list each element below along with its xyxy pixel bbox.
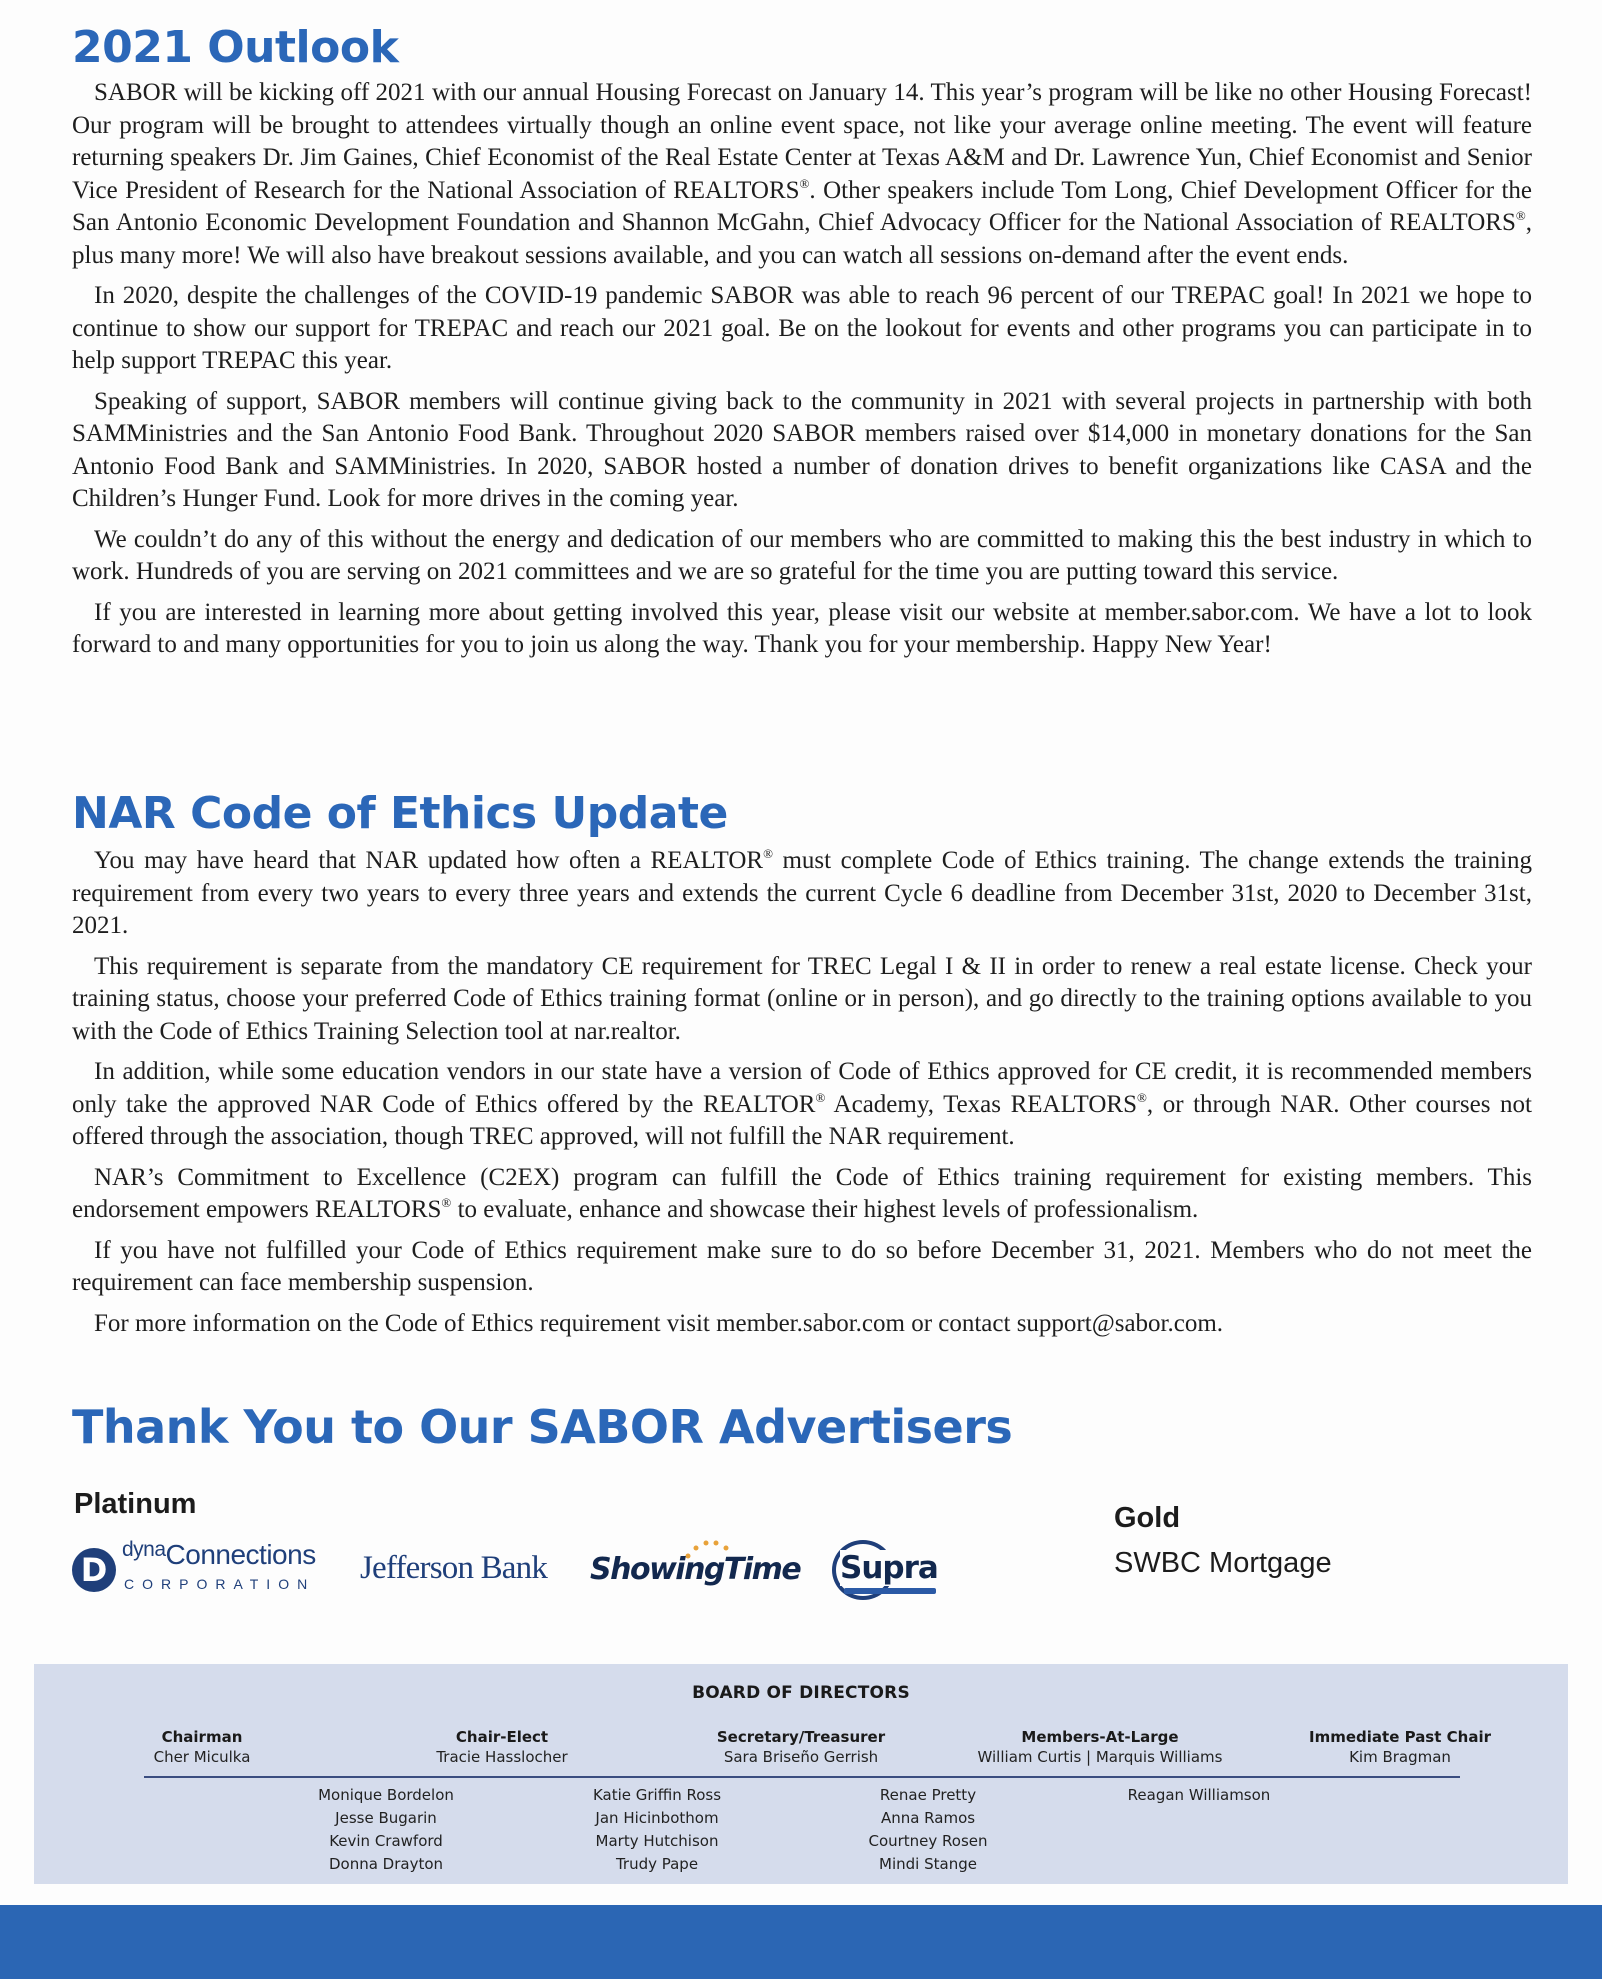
supra-wordmark: Supra [840,1550,938,1586]
officer-name: Tracie Hasslocher [436,1748,568,1766]
officer-secretary-treasurer [651,1727,951,1767]
board-divider [144,1776,1460,1778]
officer-role: Members-At-Large [1021,1728,1179,1746]
director-name: Jesse Bugarin [335,1809,437,1827]
dynaconnections-logo [72,1540,344,1600]
officer-role: Chairman [161,1728,243,1746]
jefferson-bank-logo: Jefferson Bank [360,1550,548,1586]
officer-name: Cher Miculka [153,1748,251,1766]
outlook-heading: 2021 Outlook [72,22,399,73]
officer-role: Secretary/Treasurer [716,1728,886,1746]
outlook-paragraph-1: SABOR will be kicking off 2021 with our annual Housing Forecast on January 14. This year’s program will be like no other Housing Forecast! Our program will be brought to attendees virtually though an online event space, not like your average online meeting. The event will feature returning speakers Dr. Jim Gaines, Chief Economist of the Real Estate Center at Texas A&M and Dr. Lawrence Yun, Chief Economist and Senior Vice President of Research for the National Association of REALTORS®. Other speakers include Tom Long, Chief Development Officer for the San Antonio Economic Development Foundation and Shannon McGahn, Chief Advocacy Officer for the National Association of REALTORS®, plus many more! We will also have breakout sessions available, and you can watch all sessions on-demand after the event ends. [72,79,1532,269]
ethics-paragraph-1: You may have heard that NAR updated how often a REALTOR® must complete Code of Ethics training. The change extends the training requirement from every two years to every three years and extends the current Cycle 6 deadline from December 31st, 2020 to December 31st, 2021. [72,846,1532,939]
officer-chair-elect [352,1727,652,1767]
director-name: Trudy Pape [615,1855,699,1873]
board-title: BOARD OF DIRECTORS [692,1683,910,1703]
outlook-body [72,77,1532,662]
ethics-heading: NAR Code of Ethics Update [72,788,728,839]
director-name: Anna Ramos [880,1809,976,1827]
gold-advertiser-name: SWBC Mortgage [1114,1547,1332,1579]
director-name: Jan Hicinbothom [595,1809,719,1827]
director-name: Monique Bordelon [318,1786,454,1804]
outlook-paragraph-3: Speaking of support, SABOR members will continue giving back to the community in 2021 with several projects in partnership with both SAMMinistries and the San Antonio Food Bank. Throughout 2020 SABOR members raised over $14,000 in monetary donations for the San Antonio Food Bank and SAMMinistries. In 2020, SABOR hosted a number of donation drives to benefit organizations like CASA and the Children’s Hunger Fund. Look for more drives in the coming year. [72,387,1532,512]
ethics-paragraph-3: In addition, while some education vendors in our state have a version of Code of Ethics approved for CE credit, it is recommended members only take the approved NAR Code of Ethics offered by the REALTOR® Academy, Texas REALTORS®, or through NAR. Other courses not offered through the association, though TREC approved, will not fulfill the NAR requirement. [72,1058,1532,1150]
ethics-paragraph-4: NAR’s Commitment to Excellence (C2EX) program can fulfill the Code of Ethics training requirement for existing members. This endorsement empowers REALTORS® to evaluate, enhance and showcase their highest levels of professionalism. [72,1163,1532,1223]
gold-label: Gold [1114,1502,1181,1534]
advertisers-heading: Thank You to Our SABOR Advertisers [72,1400,1013,1454]
director-name: Renae Pretty [879,1786,977,1804]
dyna-mark-letter: D [80,1551,108,1589]
officer-name: Sara Briseño Gerrish [723,1748,879,1766]
directors-column-4 [1069,1784,1329,1807]
directors-column-3 [798,1784,1058,1876]
officer-name: Kim Bragman [1349,1748,1451,1766]
showingtime-wordmark: ShowingTime [590,1552,801,1587]
director-name: Mindi Stange [879,1855,977,1873]
ethics-paragraph-2: This requirement is separate from the mandatory CE requirement for TREC Legal I & II in order to renew a real estate license. Check your training status, choose your preferred Code of Ethics training format (online or in person), and go directly to the training options available to you with the Code of Ethics Training Selection tool at nar.realtor. [72,952,1532,1045]
outlook-paragraph-5: If you are interested in learning more about getting involved this year, please visit our website at member.sabor.com. We have a lot to look forward to and many opportunities for you to join us along the way. Thank you for your membership. Happy New Year! [72,598,1532,658]
supra-logo [832,1540,938,1602]
officer-name: William Curtis | Marquis Williams [977,1748,1223,1766]
showingtime-logo [590,1538,800,1602]
director-name: Katie Griffin Ross [592,1786,722,1804]
footer-bar [0,1905,1602,1979]
director-name: Donna Drayton [328,1855,444,1873]
supra-underline-bar [844,1588,936,1594]
outlook-paragraph-4: We couldn’t do any of this without the energy and dedication of our members who are committed to making this the best industry in which to work. Hundreds of you are serving on 2021 committees and we are so grateful for the time you are putting toward this service. [72,525,1532,585]
director-name: Kevin Crawford [329,1832,443,1850]
director-name: Courtney Rosen [868,1832,988,1850]
director-name: Reagan Williamson [1127,1786,1271,1804]
officer-immediate-past-chair [1250,1727,1550,1767]
officer-members-at-large [950,1727,1250,1767]
board-of-directors-panel [34,1664,1568,1884]
ethics-section [72,788,1532,1348]
directors-column-2 [527,1784,787,1876]
outlook-paragraph-2: In 2020, despite the challenges of the COVID-19 pandemic SABOR was able to reach 96 percent of our TREPAC goal! In 2021 we hope to continue to show our support for TREPAC and reach our 2021 goal. Be on the lookout for events and other programs you can participate in to help support TREPAC this year. [72,282,1532,374]
outlook-section [72,22,1532,670]
director-name: Marty Hutchison [595,1832,719,1850]
ethics-paragraph-5: If you have not fulfilled your Code of Ethics requirement make sure to do so before December 31, 2021. Members who do not meet the requirement can face membership suspension. [72,1236,1532,1296]
directors-column-1 [256,1784,516,1876]
officer-role: Immediate Past Chair [1309,1728,1491,1746]
ethics-body [72,845,1532,1340]
ethics-paragraph-6: For more information on the Code of Ethics requirement visit member.sabor.com or contact support@sabor.com. [94,1309,1224,1337]
platinum-label: Platinum [74,1488,197,1520]
officer-chairman [52,1727,352,1767]
dyna-corporation-text: CORPORATION [124,1576,316,1592]
officer-role: Chair-Elect [455,1728,549,1746]
dyna-wordmark: $^{dyna}$Connections [122,1538,316,1570]
advertisers-section [72,1400,1532,1454]
